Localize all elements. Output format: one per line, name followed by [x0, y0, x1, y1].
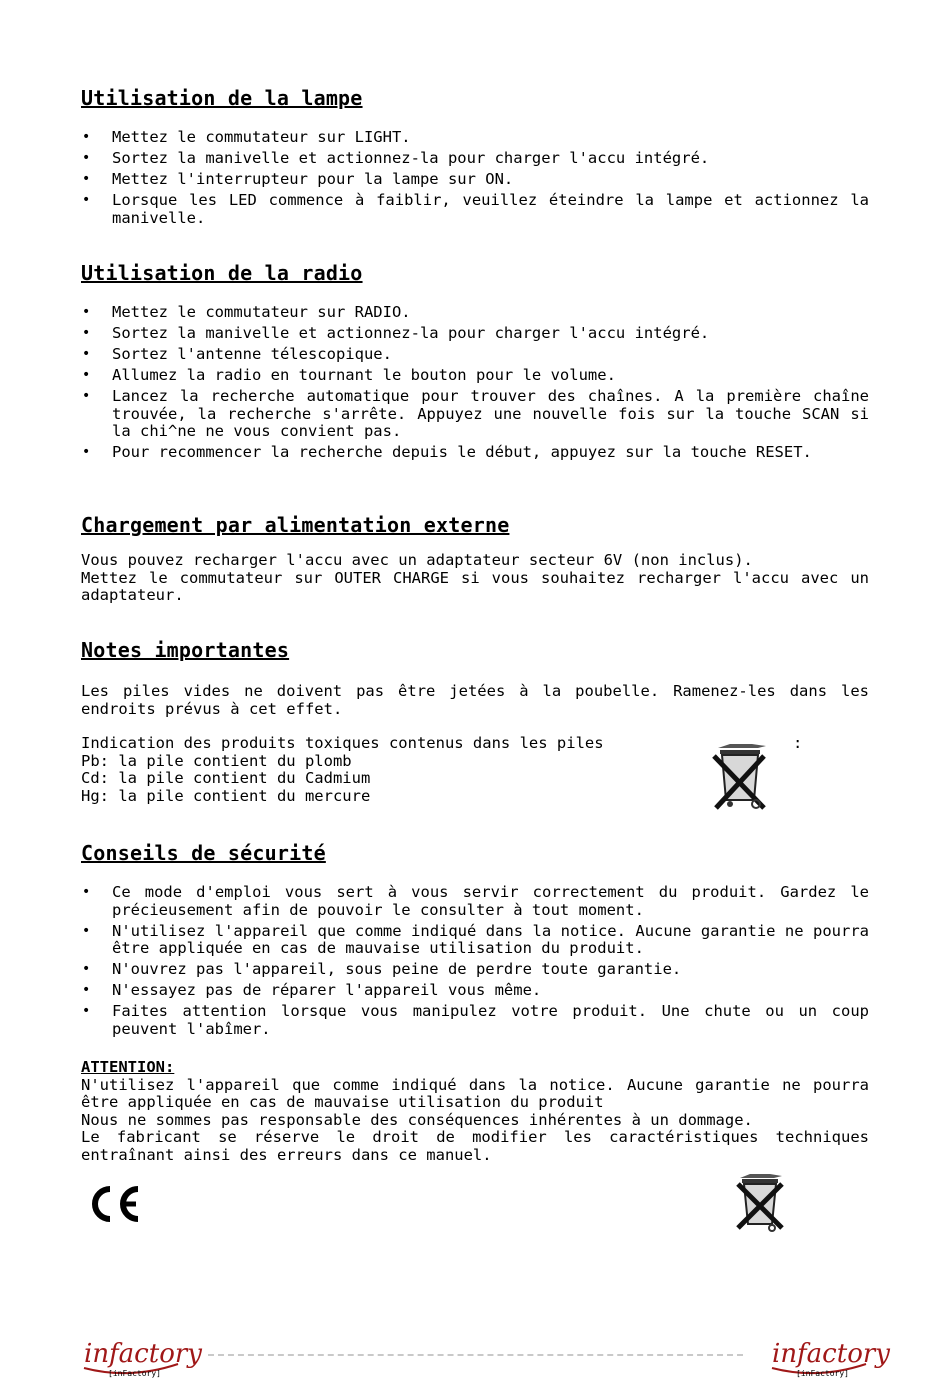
list-item: • N'ouvrez pas l'appareil, sous peine de perdre toute garantie.: [81, 961, 869, 979]
lampe-list: [81, 129, 869, 231]
list-item: • Sortez la manivelle et actionnez-la pour charger l'accu intégré.: [81, 150, 869, 168]
list-item: • N'essayez pas de réparer l'appareil vous même.: [81, 982, 869, 1000]
ce-mark-icon: [88, 1185, 144, 1223]
attention-line-3: Le fabricant se réserve le droit de modifier les caractéristiques techniques entraînant ainsi des erreurs dans ce manuel.: [81, 1128, 869, 1164]
crossed-bin-bottom-icon: [732, 1170, 790, 1234]
infactory-logo-icon: [80, 1336, 202, 1386]
svg-text:[inFactory]: [inFactory]: [108, 1369, 161, 1378]
list-item: • Mettez l'interrupteur pour la lampe sur ON.: [81, 171, 869, 189]
radio-list: [81, 304, 869, 466]
footer-divider: [208, 1354, 743, 1356]
list-item: • Mettez le commutateur sur RADIO.: [81, 304, 869, 322]
svg-text:infactory: infactory: [84, 1339, 202, 1369]
list-item: • Mettez le commutateur sur LIGHT.: [81, 129, 869, 147]
attention-line-2: Nous ne sommes pas responsable des conséquences inhérentes à un dommage.: [81, 1110, 753, 1129]
toxic-info: [81, 735, 701, 805]
list-item: • N'utilisez l'appareil que comme indiqué dans la notice. Aucune garantie ne pourra être appliquée en cas de mauvaise utilisation du produit.: [81, 923, 869, 958]
toxic-hg: Hg: la pile contient du mercure: [81, 786, 371, 805]
toxic-colon: :: [793, 734, 803, 752]
list-item: • Lancez la recherche automatique pour trouver des chaînes. A la première chaîne trouvée, la recherche s'arrête. Appuyez une nouvelle fois sur la touche SCAN si la chi^ne ne vous convient pas.: [81, 388, 869, 441]
section-title-radio: Utilisation de la radio: [81, 261, 363, 285]
list-item: • Pour recommencer la recherche depuis le début, appuyez sur la touche RESET.: [81, 444, 869, 462]
svg-text:infactory: infactory: [772, 1339, 890, 1369]
conseils-list: [81, 884, 869, 1042]
toxic-pb: Pb: la pile contient du plomb: [81, 751, 352, 770]
svg-text:[inFactory]: [inFactory]: [796, 1369, 849, 1378]
list-item: • Faites attention lorsque vous manipulez votre produit. Une chute ou un coup peuvent l'abîmer.: [81, 1003, 869, 1038]
infactory-logo-icon: [768, 1336, 890, 1386]
crossed-bin-icon: [708, 738, 776, 814]
section-title-lampe: Utilisation de la lampe: [81, 86, 363, 110]
attention-line-1: N'utilisez l'appareil que comme indiqué dans la notice. Aucune garantie ne pourra être appliquée en cas de mauvaise utilisation du produit: [81, 1075, 869, 1111]
section-title-conseils: Conseils de sécurité: [81, 841, 326, 865]
infactory-logo-right: [768, 1336, 890, 1390]
infactory-logo-left: [80, 1336, 202, 1390]
toxic-indication: Indication des produits toxiques contenus dans les piles: [81, 734, 604, 752]
chargement-text: [81, 552, 869, 605]
attention-block: [81, 1059, 869, 1164]
chargement-line-2: Mettez le commutateur sur OUTER CHARGE si vous souhaitez recharger l'accu avec un adaptateur.: [81, 568, 869, 604]
section-title-notes: Notes importantes: [81, 638, 290, 662]
attention-label: ATTENTION:: [81, 1058, 175, 1076]
toxic-cd: Cd: la pile contient du Cadmium: [81, 769, 371, 787]
section-title-chargement: Chargement par alimentation externe: [81, 513, 510, 537]
chargement-line-1: Vous pouvez recharger l'accu avec un adaptateur secteur 6V (non inclus).: [81, 551, 753, 569]
notes-paragraph: Les piles vides ne doivent pas être jetées à la poubelle. Ramenez-les dans les endroits prévus à cet effet.: [81, 682, 869, 718]
list-item: • Ce mode d'emploi vous sert à vous servir correctement du produit. Gardez le précieusement afin de pouvoir le consulter à tout moment.: [81, 884, 869, 919]
list-item: • Allumez la radio en tournant le bouton pour le volume.: [81, 367, 869, 385]
list-item: • Lorsque les LED commence à faiblir, veuillez éteindre la lampe et actionnez la manivelle.: [81, 192, 869, 227]
list-item: • Sortez l'antenne télescopique.: [81, 346, 869, 364]
list-item: • Sortez la manivelle et actionnez-la pour charger l'accu intégré.: [81, 325, 869, 343]
